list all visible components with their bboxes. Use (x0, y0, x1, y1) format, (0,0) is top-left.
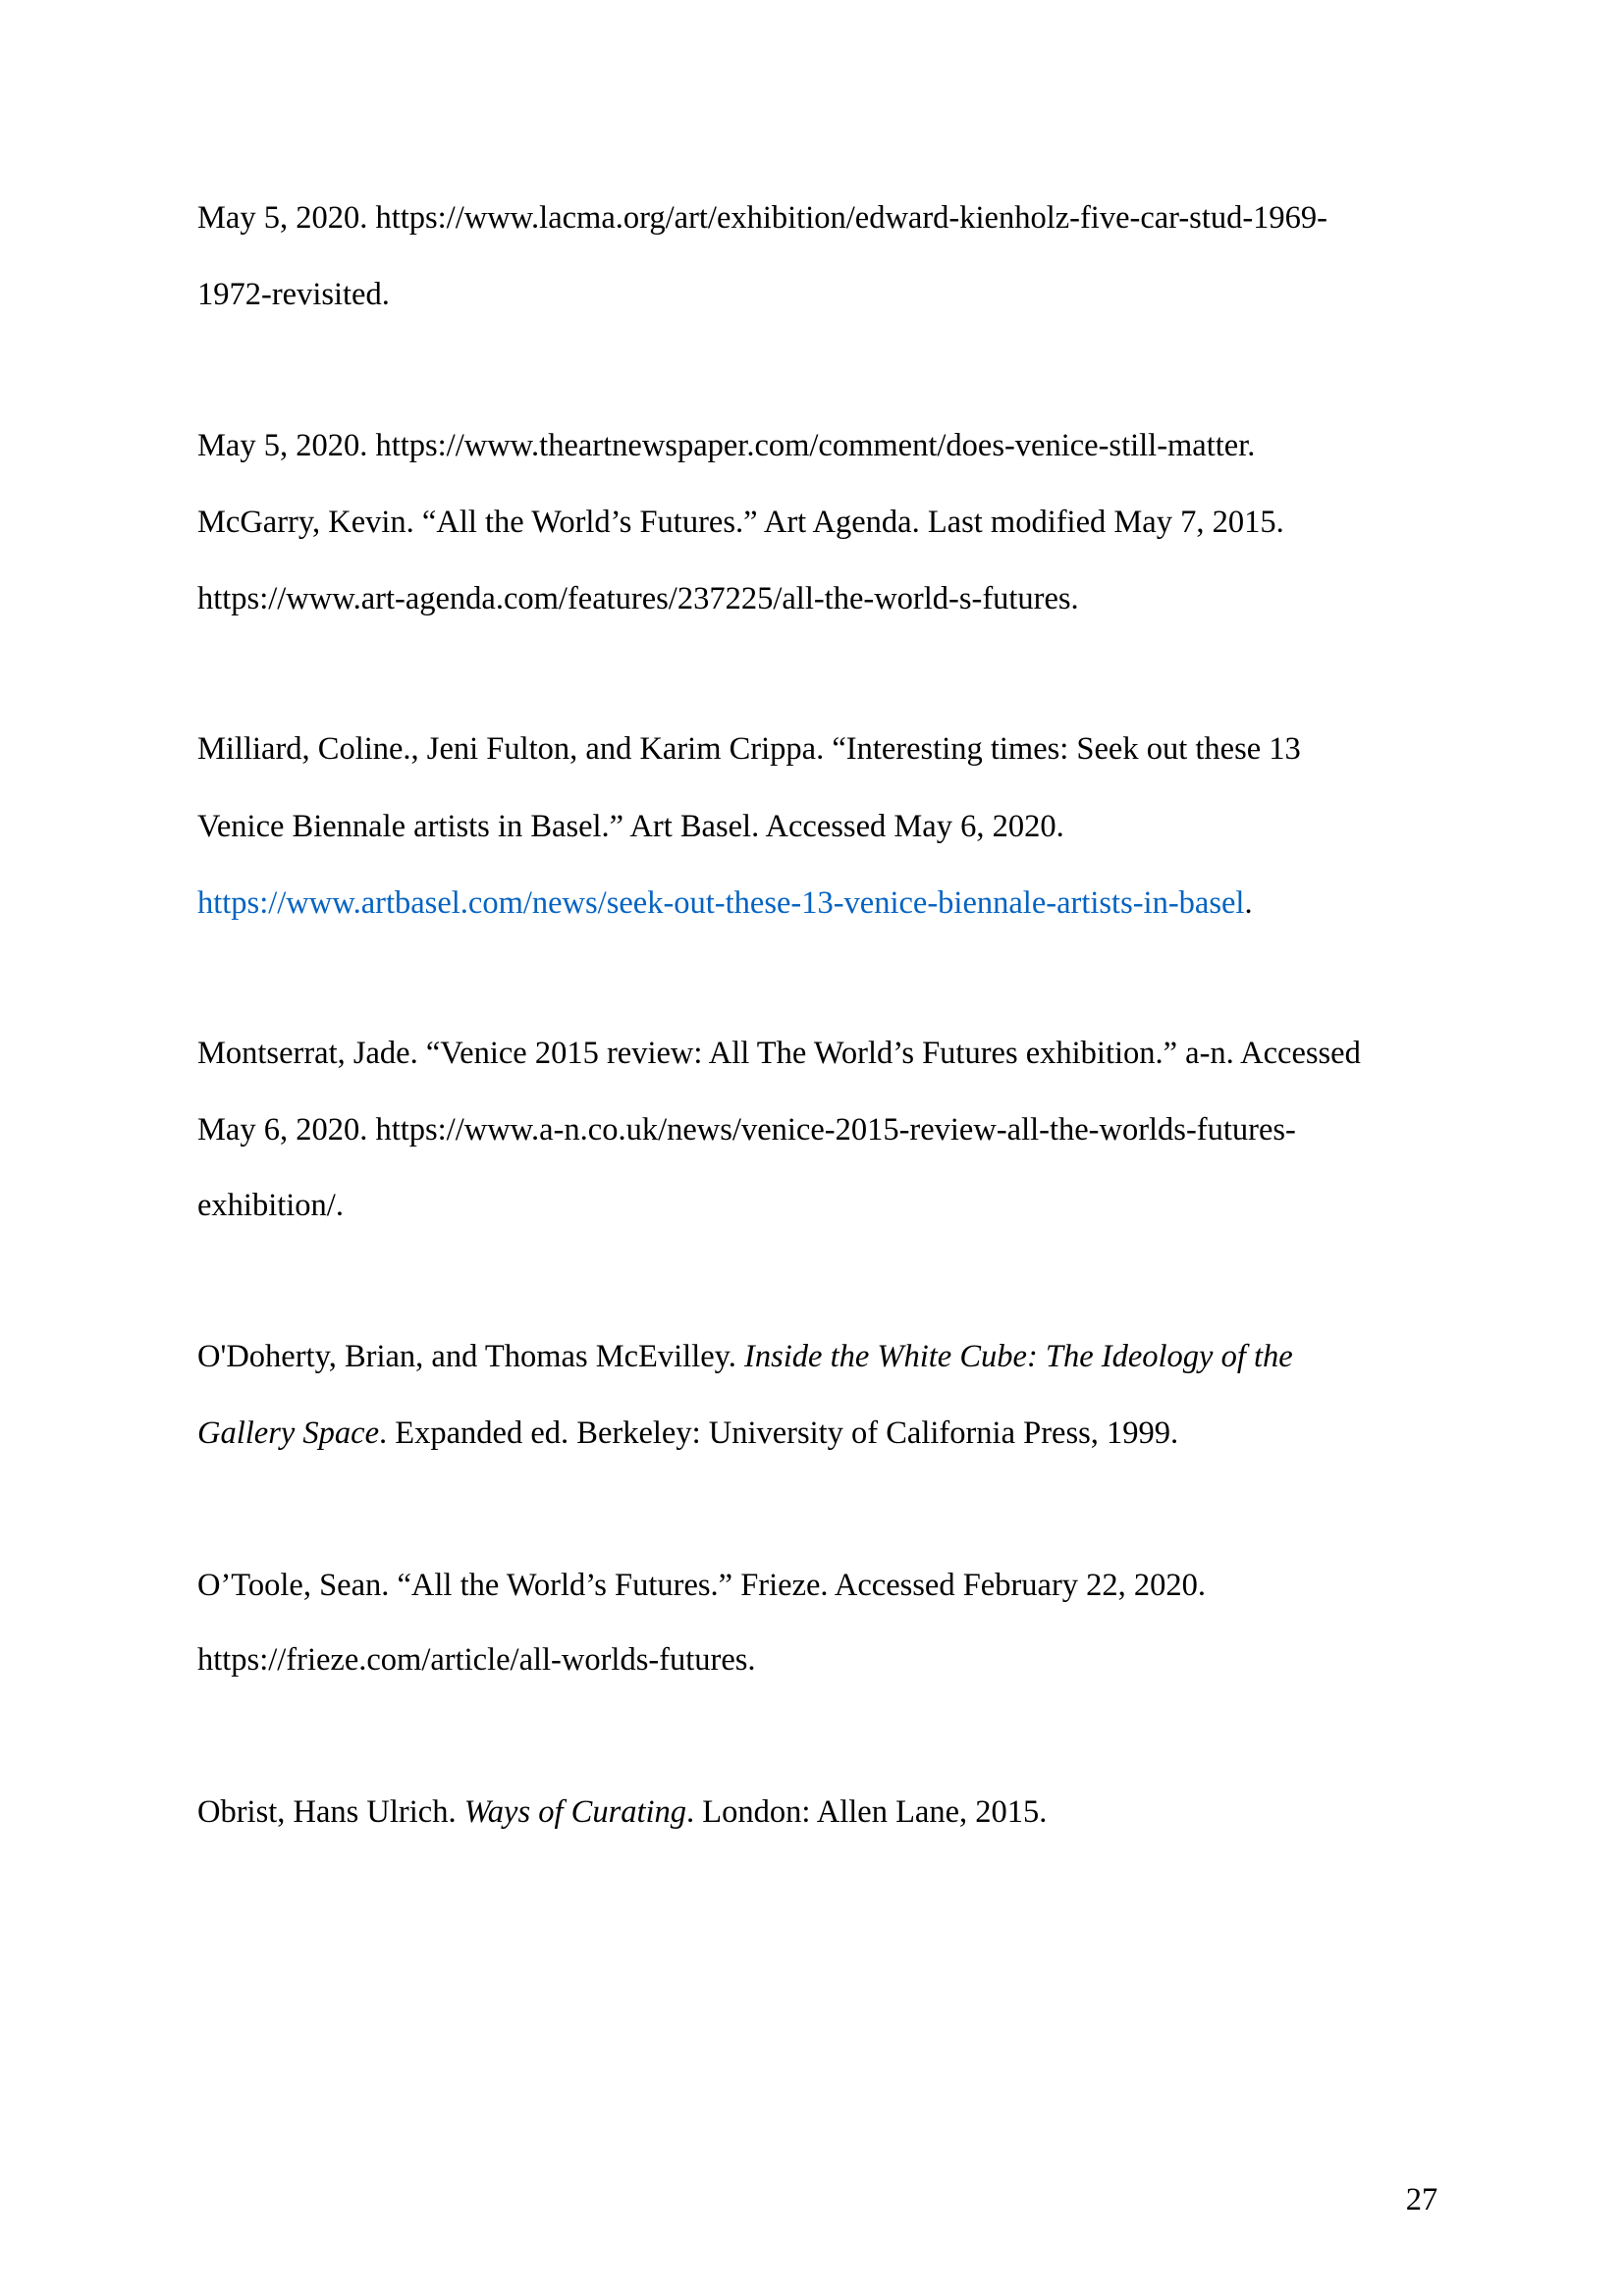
book-title: Inside the White Cube: The Ideology of the (744, 1339, 1293, 1374)
bib-line (197, 561, 1079, 637)
bib-text: 1972-revisited. (197, 277, 390, 312)
bib-text: exhibition/. (197, 1188, 344, 1223)
bib-text: Obrist, Hans Ulrich. (197, 1794, 464, 1830)
bib-text: . Expanded ed. Berkeley: University of California Press, 1999. (379, 1415, 1179, 1451)
bib-text: https://www.art-agenda.com/features/237225/all-the-world-s-futures. (197, 581, 1079, 616)
bib-text: Montserrat, Jade. “Venice 2015 review: All The World’s Futures exhibition.” a-n. Accessed (197, 1036, 1361, 1071)
bib-text: May 5, 2020. https://www.theartnewspaper.com/comment/does-venice-still-matter. (197, 428, 1256, 463)
bib-text: Venice Biennale artists in Basel.” Art Basel. Accessed May 6, 2020. (197, 809, 1064, 844)
book-title: Ways of Curating (463, 1794, 687, 1830)
artbasel-link[interactable]: https://www.artbasel.com/news/seek-out-these-13-venice-biennale-artists-in-basel (197, 885, 1245, 921)
page-number: 27 (1405, 2182, 1438, 2217)
bib-line (197, 711, 1301, 787)
bib-text: O’Toole, Sean. “All the World’s Futures.” Frieze. Accessed February 22, 2020. (197, 1568, 1207, 1603)
bib-text: https://frieze.com/article/all-worlds-futures. (197, 1642, 756, 1678)
bib-line (197, 1395, 1178, 1471)
bib-line (197, 788, 1064, 865)
bib-line (197, 180, 1327, 256)
book-title: Gallery Space (197, 1415, 380, 1451)
bib-text: May 5, 2020. https://www.lacma.org/art/exhibition/edward-kienholz-five-car-stud-1969- (197, 200, 1327, 236)
bib-line (197, 484, 1284, 561)
bib-text: O'Doherty, Brian, and Thomas McEvilley. (197, 1339, 745, 1374)
bib-text: . (1244, 885, 1253, 921)
bib-line (197, 1092, 1296, 1168)
bib-line (197, 1774, 1047, 1850)
bib-line (197, 1015, 1361, 1092)
bib-line (197, 1167, 344, 1244)
bib-line (197, 407, 1255, 484)
bib-line (197, 865, 1253, 941)
bib-line (197, 1547, 1206, 1624)
bib-text: May 6, 2020. https://www.a-n.co.uk/news/venice-2015-review-all-the-worlds-futures- (197, 1112, 1296, 1148)
bib-text: Milliard, Coline., Jeni Fulton, and Karim Crippa. “Interesting times: Seek out these 13 (197, 731, 1301, 767)
bib-text: McGarry, Kevin. “All the World’s Futures.” Art Agenda. Last modified May 7, 2015. (197, 505, 1284, 540)
bib-line (197, 1622, 756, 1698)
bib-text: . London: Allen Lane, 2015. (686, 1794, 1048, 1830)
bib-line (197, 256, 390, 333)
bib-line (197, 1318, 1293, 1395)
